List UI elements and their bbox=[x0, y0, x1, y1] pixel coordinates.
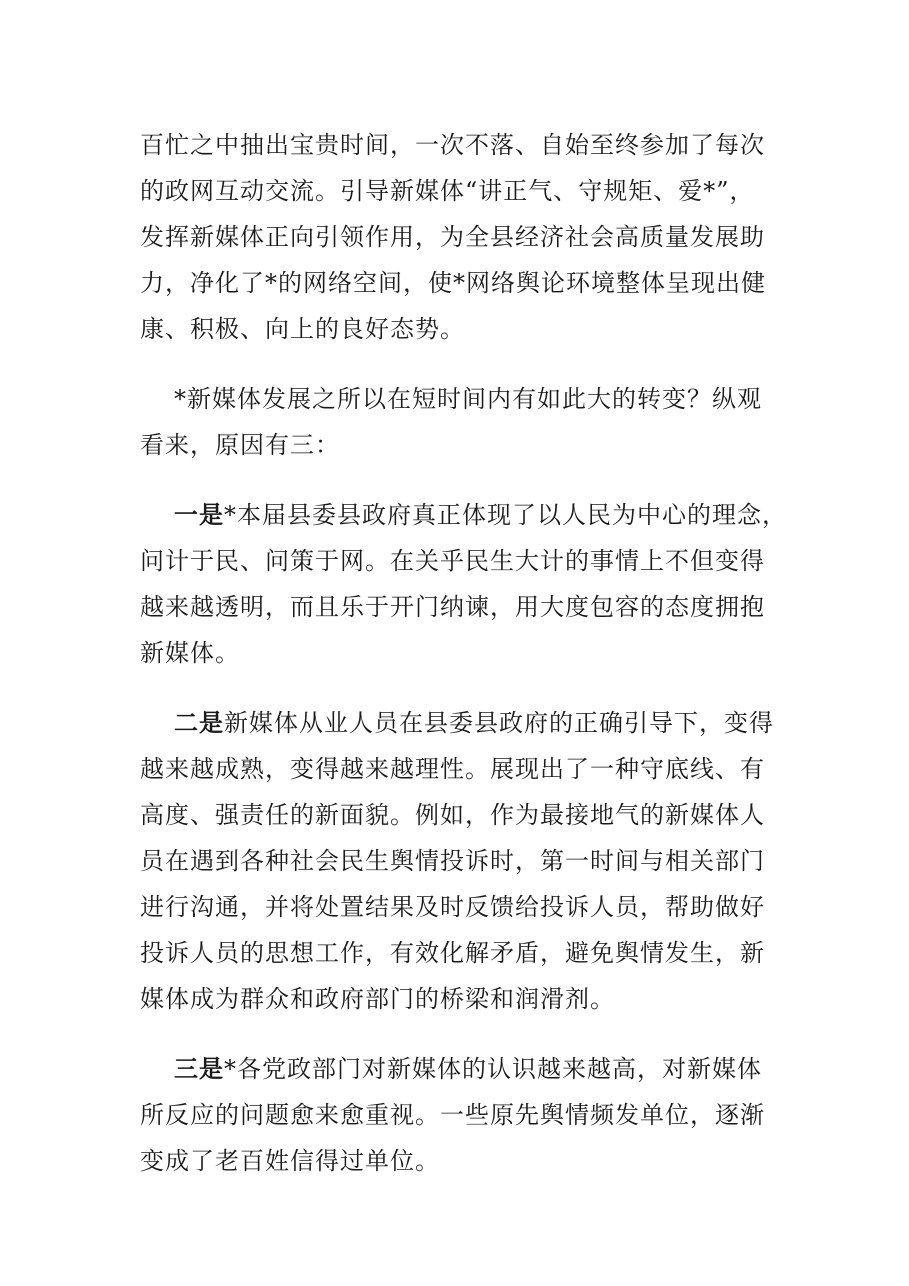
text-line: *新媒体发展之所以在短时间内有如此大的转变？纵观 bbox=[174, 385, 762, 413]
text-line: 投诉人员的思想工作，有效化解矛盾，避免舆情发生，新 bbox=[140, 939, 765, 967]
text-line: 发挥新媒体正向引领作用，为全县经济社会高质量发展助 bbox=[140, 223, 765, 251]
text-line bbox=[140, 700, 790, 746]
text-line: 高度、强责任的新面貌。例如，作为最接地气的新媒体人 bbox=[140, 801, 765, 829]
document-body bbox=[140, 122, 790, 1208]
point-lead: 一是 bbox=[174, 500, 224, 529]
text-line: 看来，原因有三： bbox=[140, 431, 340, 459]
paragraph-point-3 bbox=[140, 1046, 790, 1184]
text-line: 进行沟通，并将处置结果及时反馈给投诉人员，帮助做好 bbox=[140, 893, 765, 921]
text-line bbox=[140, 1046, 790, 1092]
text-line: 问计于民、问策于网。在关乎民生大计的事情上不但变得 bbox=[140, 547, 765, 575]
text-line: 康、积极、向上的良好态势。 bbox=[140, 315, 465, 343]
line-text: *各党政部门对新媒体的认识越来越高，对新媒体 bbox=[224, 1055, 762, 1083]
paragraph-2 bbox=[140, 376, 790, 468]
paragraph-1 bbox=[140, 122, 790, 352]
paragraph-point-2 bbox=[140, 700, 790, 1022]
text-line: 所反应的问题愈来愈重视。一些原先舆情频发单位，逐渐 bbox=[140, 1101, 765, 1129]
point-lead: 三是 bbox=[174, 1054, 224, 1083]
text-line: 越来越透明，而且乐于开门纳谏，用大度包容的态度拥抱 bbox=[140, 593, 765, 621]
line-text: 新媒体从业人员在县委县政府的正确引导下，变得 bbox=[224, 709, 774, 737]
text-line: 越来越成熟，变得越来越理性。展现出了一种守底线、有 bbox=[140, 755, 765, 783]
text-line: 新媒体。 bbox=[140, 639, 240, 667]
text-line: 的政网互动交流。引导新媒体“讲正气、守规矩、爱*”， bbox=[140, 177, 755, 205]
text-line: 媒体成为群众和政府部门的桥梁和润滑剂。 bbox=[140, 985, 615, 1013]
paragraph-point-1 bbox=[140, 492, 790, 676]
point-lead: 二是 bbox=[174, 708, 224, 737]
text-line: 力，净化了*的网络空间，使*网络舆论环境整体呈现出健 bbox=[140, 269, 766, 297]
line-text: *本届县委县政府真正体现了以人民为中心的理念， bbox=[224, 501, 787, 529]
text-line: 员在遇到各种社会民生舆情投诉时，第一时间与相关部门 bbox=[140, 847, 765, 875]
text-line: 变成了老百姓信得过单位。 bbox=[140, 1147, 440, 1175]
text-line bbox=[140, 492, 790, 538]
text-line: 百忙之中抽出宝贵时间，一次不落、自始至终参加了每次 bbox=[140, 131, 765, 159]
